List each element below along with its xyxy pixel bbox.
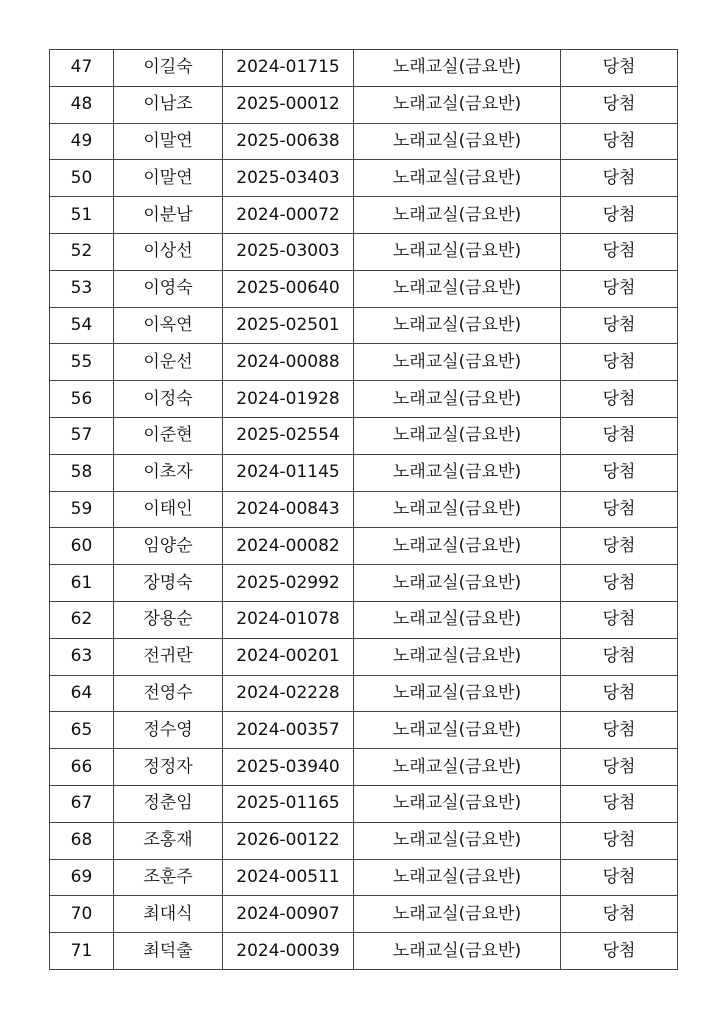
result-cell: 당첨 (561, 638, 678, 675)
name-cell: 정정자 (114, 749, 223, 786)
application-id-cell: 2024-00072 (223, 197, 354, 234)
program-cell: 노래교실(금요반) (354, 712, 561, 749)
program-cell: 노래교실(금요반) (354, 50, 561, 87)
name-cell: 전귀란 (114, 638, 223, 675)
result-cell: 당첨 (561, 160, 678, 197)
result-cell: 당첨 (561, 50, 678, 87)
application-id-cell: 2024-00088 (223, 344, 354, 381)
row-number-cell: 47 (50, 50, 114, 87)
application-id-cell: 2024-01145 (223, 454, 354, 491)
program-cell: 노래교실(금요반) (354, 638, 561, 675)
row-number-cell: 68 (50, 822, 114, 859)
application-id-cell: 2026-00122 (223, 822, 354, 859)
program-cell: 노래교실(금요반) (354, 160, 561, 197)
name-cell: 전영수 (114, 675, 223, 712)
application-id-cell: 2025-03003 (223, 233, 354, 270)
table-row (50, 896, 678, 933)
name-cell: 조홍재 (114, 822, 223, 859)
row-number-cell: 51 (50, 197, 114, 234)
name-cell: 장명숙 (114, 565, 223, 602)
row-number-cell: 67 (50, 785, 114, 822)
result-cell: 당첨 (561, 491, 678, 528)
table-row (50, 123, 678, 160)
table-row (50, 454, 678, 491)
name-cell: 이길숙 (114, 50, 223, 87)
application-id-cell: 2025-02501 (223, 307, 354, 344)
program-cell: 노래교실(금요반) (354, 123, 561, 160)
row-number-cell: 52 (50, 233, 114, 270)
result-cell: 당첨 (561, 896, 678, 933)
table-row (50, 307, 678, 344)
name-cell: 장용순 (114, 601, 223, 638)
result-cell: 당첨 (561, 417, 678, 454)
name-cell: 이남조 (114, 86, 223, 123)
name-cell: 이운선 (114, 344, 223, 381)
row-number-cell: 54 (50, 307, 114, 344)
name-cell: 이말연 (114, 160, 223, 197)
row-number-cell: 58 (50, 454, 114, 491)
result-cell: 당첨 (561, 233, 678, 270)
application-id-cell: 2025-00638 (223, 123, 354, 160)
program-cell: 노래교실(금요반) (354, 233, 561, 270)
table-row (50, 933, 678, 970)
table-row (50, 270, 678, 307)
table-row (50, 491, 678, 528)
result-cell: 당첨 (561, 785, 678, 822)
application-id-cell: 2025-02554 (223, 417, 354, 454)
row-number-cell: 60 (50, 528, 114, 565)
result-cell: 당첨 (561, 454, 678, 491)
row-number-cell: 48 (50, 86, 114, 123)
program-cell: 노래교실(금요반) (354, 565, 561, 602)
program-cell: 노래교실(금요반) (354, 675, 561, 712)
name-cell: 이상선 (114, 233, 223, 270)
row-number-cell: 71 (50, 933, 114, 970)
name-cell: 이영숙 (114, 270, 223, 307)
row-number-cell: 66 (50, 749, 114, 786)
application-id-cell: 2024-00511 (223, 859, 354, 896)
result-cell: 당첨 (561, 344, 678, 381)
row-number-cell: 49 (50, 123, 114, 160)
application-id-cell: 2024-01078 (223, 601, 354, 638)
program-cell: 노래교실(금요반) (354, 86, 561, 123)
name-cell: 정춘임 (114, 785, 223, 822)
row-number-cell: 50 (50, 160, 114, 197)
result-cell: 당첨 (561, 749, 678, 786)
name-cell: 이분남 (114, 197, 223, 234)
table-row (50, 344, 678, 381)
table-row (50, 785, 678, 822)
table-row (50, 822, 678, 859)
table-row (50, 233, 678, 270)
program-cell: 노래교실(금요반) (354, 417, 561, 454)
result-cell: 당첨 (561, 712, 678, 749)
program-cell: 노래교실(금요반) (354, 307, 561, 344)
table-row (50, 50, 678, 87)
program-cell: 노래교실(금요반) (354, 491, 561, 528)
result-cell: 당첨 (561, 933, 678, 970)
table-row (50, 528, 678, 565)
row-number-cell: 56 (50, 381, 114, 418)
row-number-cell: 65 (50, 712, 114, 749)
name-cell: 이정숙 (114, 381, 223, 418)
program-cell: 노래교실(금요반) (354, 896, 561, 933)
row-number-cell: 57 (50, 417, 114, 454)
row-number-cell: 62 (50, 601, 114, 638)
result-cell: 당첨 (561, 270, 678, 307)
table-row (50, 675, 678, 712)
program-cell: 노래교실(금요반) (354, 859, 561, 896)
result-cell: 당첨 (561, 675, 678, 712)
row-number-cell: 61 (50, 565, 114, 602)
result-cell: 당첨 (561, 859, 678, 896)
program-cell: 노래교실(금요반) (354, 528, 561, 565)
row-number-cell: 64 (50, 675, 114, 712)
program-cell: 노래교실(금요반) (354, 822, 561, 859)
result-cell: 당첨 (561, 822, 678, 859)
result-cell: 당첨 (561, 565, 678, 602)
program-cell: 노래교실(금요반) (354, 344, 561, 381)
name-cell: 최덕출 (114, 933, 223, 970)
application-id-cell: 2024-00843 (223, 491, 354, 528)
program-cell: 노래교실(금요반) (354, 749, 561, 786)
name-cell: 조훈주 (114, 859, 223, 896)
application-id-cell: 2024-00907 (223, 896, 354, 933)
table-row (50, 417, 678, 454)
row-number-cell: 69 (50, 859, 114, 896)
name-cell: 이준현 (114, 417, 223, 454)
application-id-cell: 2024-00201 (223, 638, 354, 675)
table-row (50, 197, 678, 234)
table-row (50, 712, 678, 749)
row-number-cell: 59 (50, 491, 114, 528)
row-number-cell: 55 (50, 344, 114, 381)
application-id-cell: 2024-00082 (223, 528, 354, 565)
name-cell: 이말연 (114, 123, 223, 160)
result-cell: 당첨 (561, 307, 678, 344)
table-row (50, 638, 678, 675)
result-cell: 당첨 (561, 528, 678, 565)
table-row (50, 381, 678, 418)
result-cell: 당첨 (561, 381, 678, 418)
table-row (50, 160, 678, 197)
winner-table (49, 49, 678, 970)
result-cell: 당첨 (561, 197, 678, 234)
application-id-cell: 2024-02228 (223, 675, 354, 712)
application-id-cell: 2025-03940 (223, 749, 354, 786)
row-number-cell: 63 (50, 638, 114, 675)
name-cell: 이초자 (114, 454, 223, 491)
table-row (50, 565, 678, 602)
program-cell: 노래교실(금요반) (354, 270, 561, 307)
name-cell: 이옥연 (114, 307, 223, 344)
row-number-cell: 53 (50, 270, 114, 307)
winner-table-body (50, 50, 678, 970)
program-cell: 노래교실(금요반) (354, 454, 561, 491)
application-id-cell: 2025-03403 (223, 160, 354, 197)
name-cell: 정수영 (114, 712, 223, 749)
application-id-cell: 2025-02992 (223, 565, 354, 602)
result-cell: 당첨 (561, 86, 678, 123)
program-cell: 노래교실(금요반) (354, 933, 561, 970)
table-row (50, 859, 678, 896)
application-id-cell: 2024-00039 (223, 933, 354, 970)
application-id-cell: 2025-00640 (223, 270, 354, 307)
application-id-cell: 2024-00357 (223, 712, 354, 749)
row-number-cell: 70 (50, 896, 114, 933)
application-id-cell: 2025-00012 (223, 86, 354, 123)
program-cell: 노래교실(금요반) (354, 785, 561, 822)
table-row (50, 601, 678, 638)
result-cell: 당첨 (561, 123, 678, 160)
application-id-cell: 2024-01715 (223, 50, 354, 87)
application-id-cell: 2025-01165 (223, 785, 354, 822)
table-row (50, 749, 678, 786)
program-cell: 노래교실(금요반) (354, 381, 561, 418)
result-cell: 당첨 (561, 601, 678, 638)
program-cell: 노래교실(금요반) (354, 197, 561, 234)
program-cell: 노래교실(금요반) (354, 601, 561, 638)
name-cell: 이태인 (114, 491, 223, 528)
name-cell: 임양순 (114, 528, 223, 565)
table-row (50, 86, 678, 123)
name-cell: 최대식 (114, 896, 223, 933)
application-id-cell: 2024-01928 (223, 381, 354, 418)
